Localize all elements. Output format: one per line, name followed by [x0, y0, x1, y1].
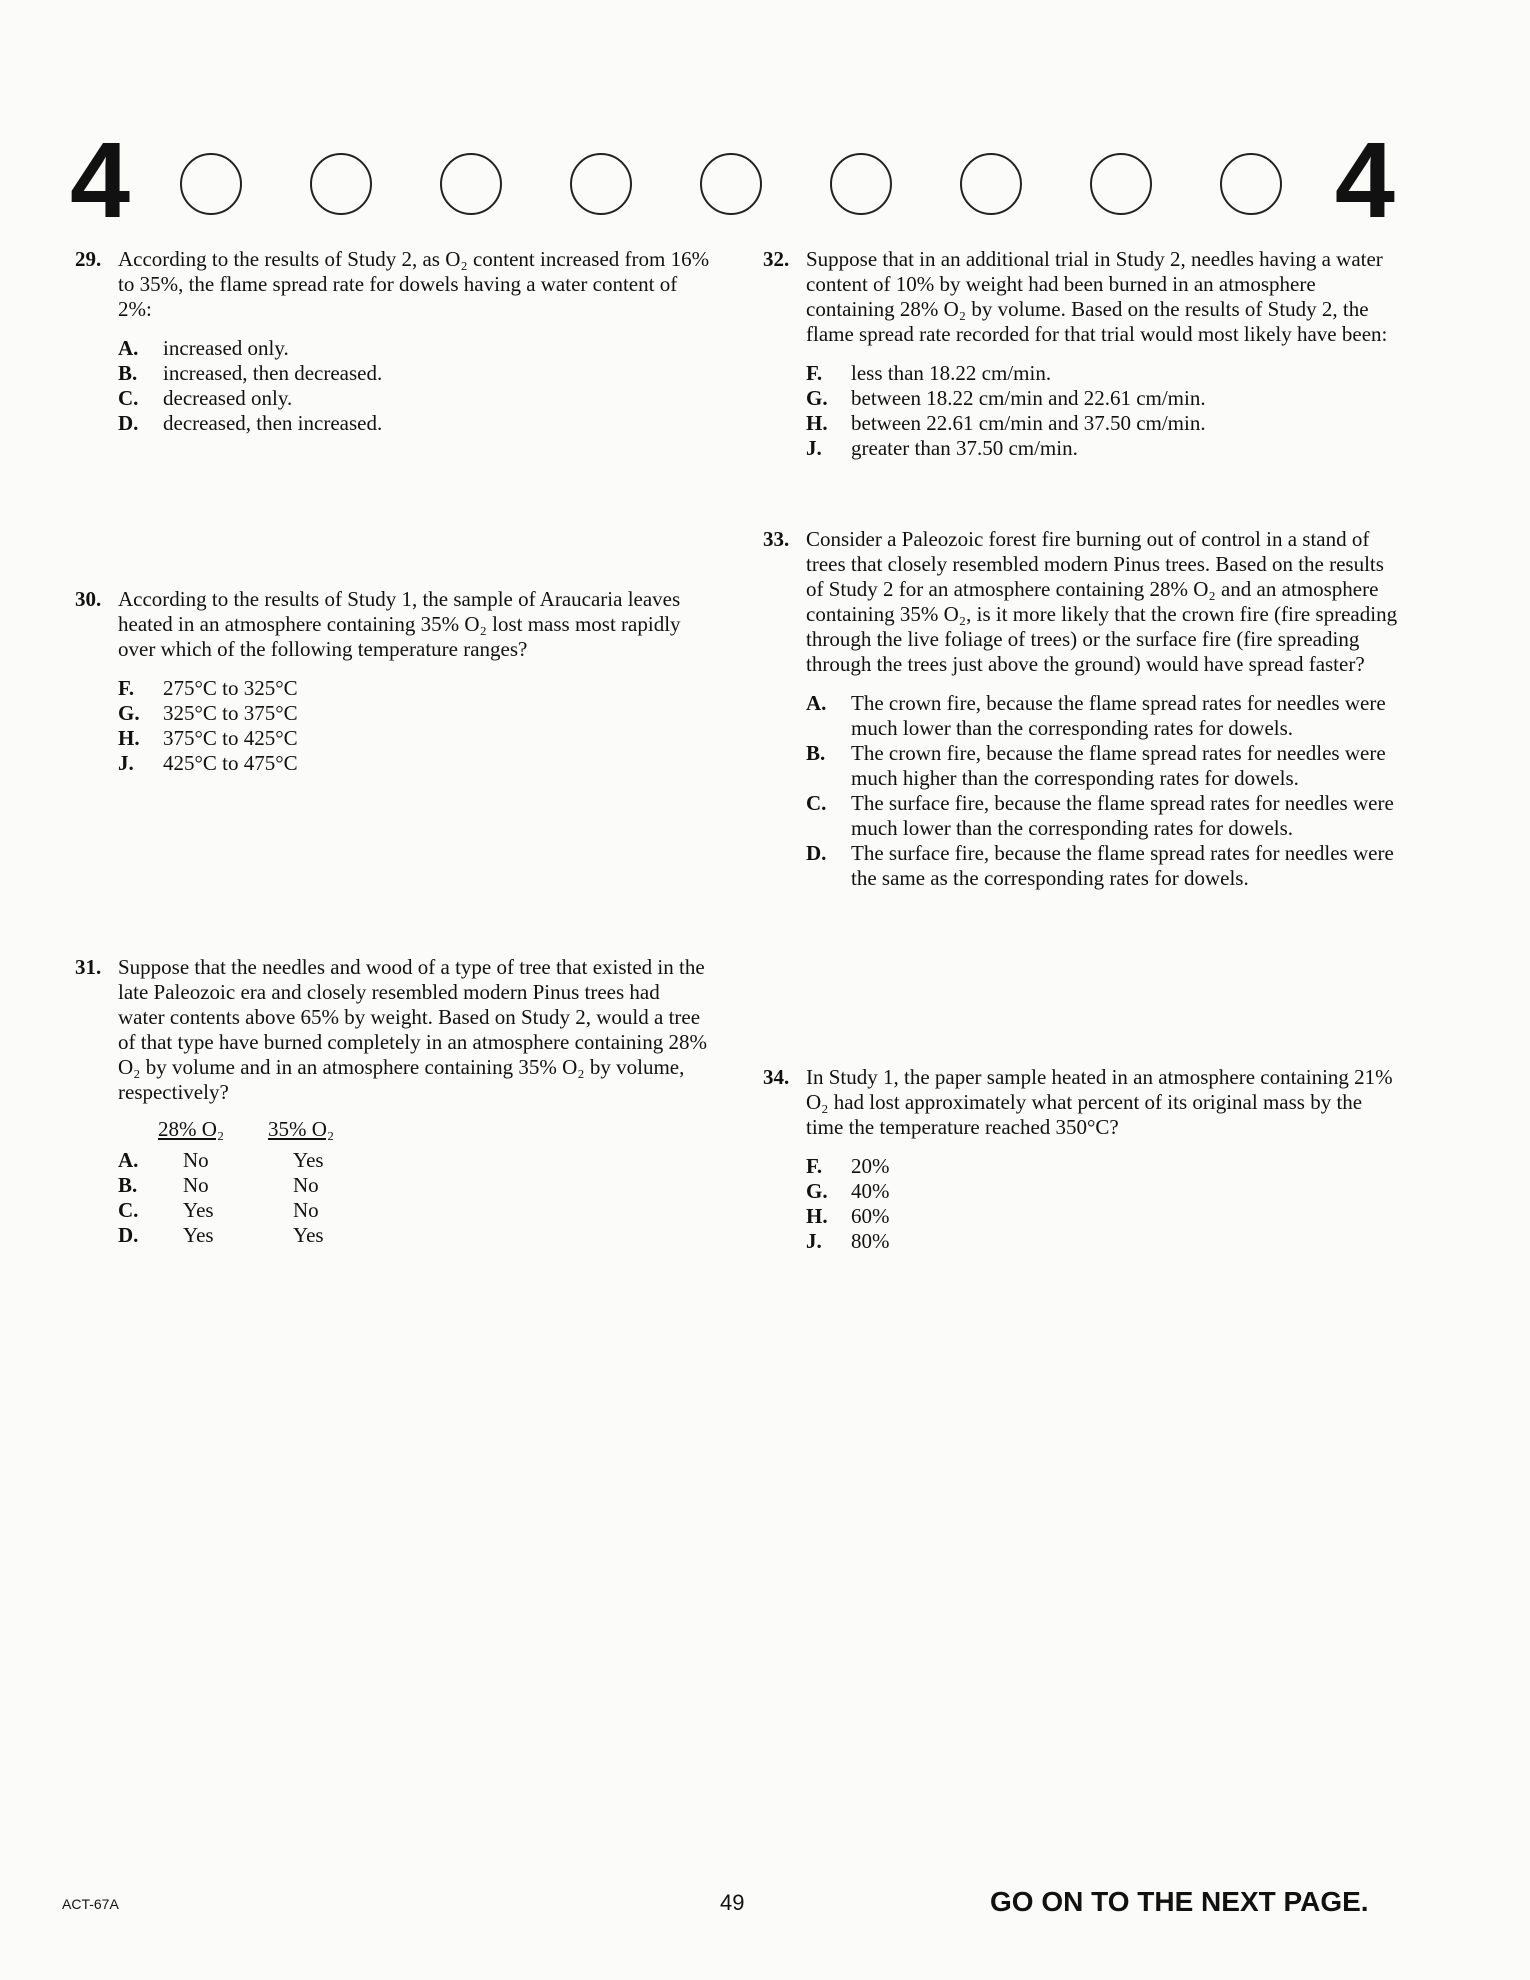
question-text: Suppose that the needles and wood of a type of tree that existed in the late Paleozoic era and closely resembled modern Pinus trees had water contents above 65% by weight. Based on Study 2, would a tree of that type have burned completely in an atmosphere containing 28% O₂ by volume and in an atmosphere containing 35% O₂ by volume, respectively? — [118, 955, 707, 1104]
option-text: decreased only. — [163, 386, 293, 410]
option-text: The surface fire, because the flame spread rates for needles were much lower than the corresponding rates for dowels. — [851, 791, 1394, 840]
answer-table-header — [158, 1117, 710, 1142]
question-number: 29. — [75, 247, 102, 271]
header-circle — [960, 153, 1022, 215]
option-text: 425°C to 475°C — [163, 751, 298, 775]
answer-option[interactable] — [118, 701, 710, 726]
option-text: 80% — [851, 1229, 890, 1253]
question-text: In Study 1, the paper sample heated in an atmosphere containing 21% O₂ had lost approximately what percent of its original mass by the time the temperature reached 350°C? — [806, 1065, 1393, 1139]
option-letter: A. — [118, 336, 139, 360]
answer-option[interactable] — [806, 791, 1398, 841]
answer-options — [118, 336, 710, 436]
question-text: Consider a Paleozoic forest fire burning out of control in a stand of trees that closely resembled modern Pinus trees. Based on the results of Study 2 for an atmosphere containing 28% O₂ and an atmosphere containing 35% O₂, is it more likely that the crown fire (fire spreading through the live foliage of trees) or the surface fire (fire spreading through the trees just above the ground) would have spread faster? — [806, 527, 1398, 676]
section-header — [70, 119, 1395, 240]
answer-option[interactable] — [118, 676, 710, 701]
option-letter: B. — [118, 361, 138, 385]
option-letter: D. — [806, 841, 827, 865]
answer-option[interactable] — [806, 1204, 1398, 1229]
question-number: 32. — [763, 247, 790, 271]
answer-option[interactable] — [118, 726, 710, 751]
option-cell: Yes — [293, 1148, 324, 1172]
answer-options — [806, 691, 1398, 891]
option-text: increased, then decreased. — [163, 361, 383, 385]
answer-option[interactable] — [806, 741, 1398, 791]
option-letter: C. — [118, 1198, 139, 1222]
question-31 — [75, 955, 710, 1248]
header-circle — [570, 153, 632, 215]
option-letter: A. — [806, 691, 827, 715]
next-page-instruction: GO ON TO THE NEXT PAGE. — [990, 1886, 1369, 1917]
option-text: decreased, then increased. — [163, 411, 383, 435]
option-letter: B. — [806, 741, 826, 765]
option-text: 375°C to 425°C — [163, 726, 298, 750]
header-circle — [1090, 153, 1152, 215]
option-letter: D. — [118, 1223, 139, 1247]
question-32 — [763, 247, 1398, 461]
option-cell: Yes — [183, 1198, 214, 1222]
option-letter: J. — [806, 436, 822, 460]
question-number: 33. — [763, 527, 790, 551]
option-text: 40% — [851, 1179, 890, 1203]
option-text: increased only. — [163, 336, 289, 360]
question-text: According to the results of Study 1, the sample of Araucaria leaves heated in an atmosphere containing 35% O₂ lost mass most rapidly over which of the following temperature ranges? — [118, 587, 681, 661]
option-letter: H. — [118, 726, 140, 750]
answer-option[interactable] — [806, 436, 1398, 461]
option-letter: G. — [806, 1179, 828, 1203]
question-number: 30. — [75, 587, 102, 611]
answer-options — [806, 361, 1398, 461]
option-text: The surface fire, because the flame spread rates for needles were the same as the corresponding rates for dowels. — [851, 841, 1394, 890]
answer-option[interactable] — [806, 1229, 1398, 1254]
section-number-left: 4 — [70, 119, 131, 240]
answer-options — [118, 676, 710, 776]
header-circle — [440, 153, 502, 215]
option-cell: No — [183, 1148, 209, 1172]
option-text: 275°C to 325°C — [163, 676, 298, 700]
question-text: Suppose that in an additional trial in Study 2, needles having a water content of 10% by weight had been burned in an atmosphere containing 28% O₂ by volume. Based on the results of Study 2, the flame spread rate recorded for that trial would most likely have been: — [806, 247, 1388, 346]
option-letter: J. — [806, 1229, 822, 1253]
question-number: 31. — [75, 955, 102, 979]
option-text: 60% — [851, 1204, 890, 1228]
option-letter: A. — [118, 1148, 139, 1172]
option-text: less than 18.22 cm/min. — [851, 361, 1052, 385]
header-circle — [1220, 153, 1282, 215]
answer-option[interactable] — [806, 1154, 1398, 1179]
option-letter: H. — [806, 411, 828, 435]
column-header: 35% O₂ — [268, 1117, 335, 1141]
question-33 — [763, 527, 1398, 891]
option-letter: F. — [118, 676, 135, 700]
answer-option[interactable] — [118, 361, 710, 386]
answer-option[interactable] — [806, 386, 1398, 411]
answer-option[interactable] — [118, 411, 710, 436]
header-circle — [180, 153, 242, 215]
option-letter: D. — [118, 411, 139, 435]
answer-option[interactable] — [118, 386, 710, 411]
question-text: According to the results of Study 2, as O₂ content increased from 16% to 35%, the flame spread rate for dowels having a water content of 2%: — [118, 247, 710, 321]
option-text: The crown fire, because the flame spread rates for needles were much lower than the corresponding rates for dowels. — [851, 691, 1386, 740]
question-number: 34. — [763, 1065, 790, 1089]
answer-option[interactable] — [118, 1173, 710, 1198]
column-header: 28% O₂ — [158, 1117, 225, 1141]
page-number: 49 — [720, 1890, 745, 1915]
option-cell: Yes — [183, 1223, 214, 1247]
option-text: between 18.22 cm/min and 22.61 cm/min. — [851, 386, 1206, 410]
option-letter: H. — [806, 1204, 828, 1228]
answer-option[interactable] — [806, 841, 1398, 891]
option-cell: No — [293, 1198, 319, 1222]
option-text: between 22.61 cm/min and 37.50 cm/min. — [851, 411, 1206, 435]
test-code: ACT-67A — [62, 1896, 119, 1912]
answer-option[interactable] — [118, 1198, 710, 1223]
answer-option[interactable] — [118, 751, 710, 776]
answer-option[interactable] — [806, 691, 1398, 741]
answer-table — [118, 1117, 710, 1248]
header-circle — [700, 153, 762, 215]
option-letter: F. — [806, 361, 823, 385]
question-34 — [763, 1065, 1398, 1254]
answer-option[interactable] — [118, 336, 710, 361]
option-letter: C. — [806, 791, 827, 815]
answer-options — [806, 1154, 1398, 1254]
option-cell: No — [293, 1173, 319, 1197]
header-circle — [310, 153, 372, 215]
answer-option[interactable] — [806, 361, 1398, 386]
option-text: 20% — [851, 1154, 890, 1178]
option-letter: G. — [118, 701, 140, 725]
option-letter: C. — [118, 386, 139, 410]
answer-option[interactable] — [118, 1223, 710, 1248]
option-text: 325°C to 375°C — [163, 701, 298, 725]
section-number-right: 4 — [1334, 119, 1395, 240]
option-text: The crown fire, because the flame spread rates for needles were much higher than the corresponding rates for dowels. — [851, 741, 1386, 790]
question-30 — [75, 587, 710, 776]
answer-option[interactable] — [118, 1148, 710, 1173]
option-letter: G. — [806, 386, 828, 410]
option-cell: Yes — [293, 1223, 324, 1247]
option-letter: J. — [118, 751, 134, 775]
option-letter: B. — [118, 1173, 138, 1197]
option-cell: No — [183, 1173, 209, 1197]
answer-option[interactable] — [806, 1179, 1398, 1204]
option-text: greater than 37.50 cm/min. — [851, 436, 1078, 460]
header-circle — [830, 153, 892, 215]
answer-option[interactable] — [806, 411, 1398, 436]
question-29 — [75, 247, 710, 436]
option-letter: F. — [806, 1154, 823, 1178]
